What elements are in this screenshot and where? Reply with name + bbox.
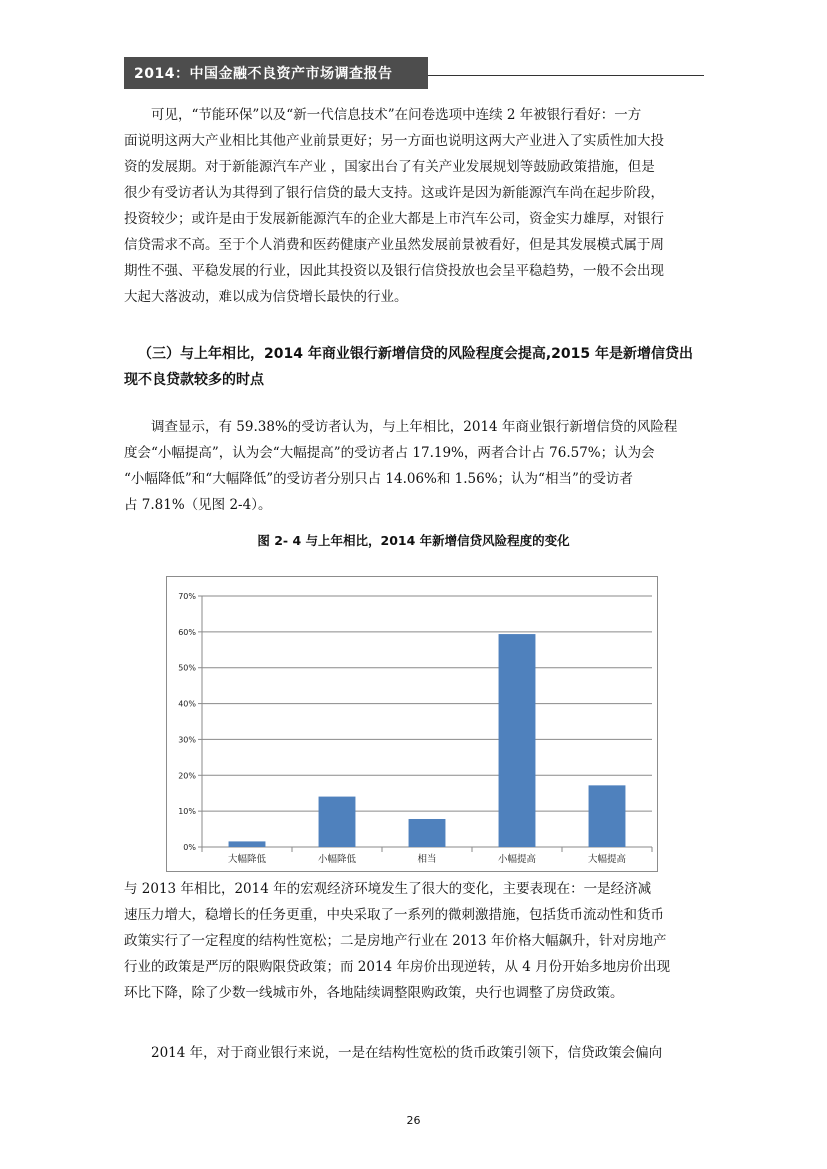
x-tick-label: 相当	[417, 854, 437, 865]
bar-chart	[166, 576, 658, 872]
text-line: 很少有受访者认为其得到了银行信贷的最大支持。这或许是因为新能源汽车尚在起步阶段，	[124, 185, 664, 201]
text-line: 政策实行了一定程度的结构性宽松；二是房地产行业在 2013 年价格大幅飙升，针对房地产	[124, 933, 667, 949]
bar	[409, 819, 446, 847]
bar	[589, 785, 626, 847]
header-rule	[428, 75, 704, 76]
x-tick-label: 小幅降低	[317, 854, 357, 865]
figure-title: 图 2- 4 与上年相比，2014 年新增信贷风险程度的变化	[257, 533, 570, 548]
text-line: 度会“小幅提高”，认为会“大幅提高”的受访者占 17.19%，两者合计占 76.57%；认为会	[124, 445, 655, 461]
y-tick-label: 30%	[178, 735, 196, 745]
text-line: 与 2013 年相比，2014 年的宏观经济环境发生了很大的变化，主要表现在：一是经济减	[124, 881, 652, 897]
header-title: 2014：中国金融不良资产市场调查报告	[134, 66, 393, 82]
text-line: 期性不强、平稳发展的行业，因此其投资以及银行信贷投放也会呈平稳趋势，一般不会出现	[124, 263, 664, 279]
text-line: 信贷需求不高。至于个人消费和医药健康产业虽然发展前景被看好，但是其发展模式属于周	[124, 237, 664, 253]
chart-container	[166, 576, 658, 872]
text-line: 行业的政策是严厉的限购限贷政策；而 2014 年房价出现逆转，从 4 月份开始多地房价出现	[124, 959, 671, 975]
page-number: 26	[406, 1114, 421, 1127]
y-tick-label: 50%	[178, 663, 196, 673]
text-line: 调查显示，有 59.38%的受访者认为，与上年相比，2014 年商业银行新增信贷的风险程	[151, 419, 678, 435]
section-heading	[124, 341, 704, 393]
x-tick-label: 大幅降低	[227, 854, 267, 865]
y-tick-label: 20%	[178, 771, 196, 781]
bar	[319, 797, 356, 847]
text-line: 资的发展期。对于新能源汽车产业 ，国家出台了有关产业发展规划等鼓励政策措施，但是	[124, 159, 655, 175]
heading-line: （三）与上年相比，2014 年商业银行新增信贷的风险程度会提高,2015 年是新增信贷出	[138, 346, 693, 362]
y-tick-label: 40%	[178, 699, 196, 709]
y-tick-label: 10%	[178, 807, 196, 817]
text-line: 速压力增大，稳增长的任务更重，中央采取了一系列的微刺激措施，包括货币流动性和货币	[124, 907, 664, 923]
text-line: 环比下降，除了少数一线城市外，各地陆续调整限购政策，央行也调整了房贷政策。	[124, 985, 624, 1001]
y-tick-label: 0%	[183, 843, 196, 852]
text-line: 可见，“节能环保”以及“新一代信息技术”在问卷选项中连续 2 年被银行看好：一方	[151, 107, 642, 123]
bar	[229, 841, 266, 847]
y-tick-label: 60%	[178, 627, 196, 637]
paragraph-3	[124, 876, 704, 1006]
text-line: “小幅降低”和“大幅降低”的受访者分别只占 14.06%和 1.56%；认为“相当”的受访者	[124, 471, 633, 487]
x-tick-label: 小幅提高	[497, 854, 537, 865]
bar	[499, 634, 536, 847]
paragraph-1	[124, 102, 704, 310]
text-line: 面说明这两大产业相比其他产业前景更好；另一方面也说明这两大产业进入了实质性加大投	[124, 133, 664, 149]
paragraph-4	[124, 1040, 704, 1066]
y-tick-label: 70%	[178, 592, 196, 601]
text-line: 大起大落波动，难以成为信贷增长最快的行业。	[124, 289, 408, 305]
text-line: 投资较少；或许是由于发展新能源汽车的企业大都是上市汽车公司，资金实力雄厚，对银行	[124, 211, 664, 227]
paragraph-2	[124, 414, 704, 518]
x-tick-label: 大幅提高	[587, 854, 627, 865]
heading-line: 现不良贷款较多的时点	[124, 372, 264, 388]
text-line: 占 7.81%（见图 2-4）。	[124, 497, 272, 513]
text-line: 2014 年，对于商业银行来说，一是在结构性宽松的货币政策引领下，信贷政策会偏向	[151, 1045, 663, 1061]
